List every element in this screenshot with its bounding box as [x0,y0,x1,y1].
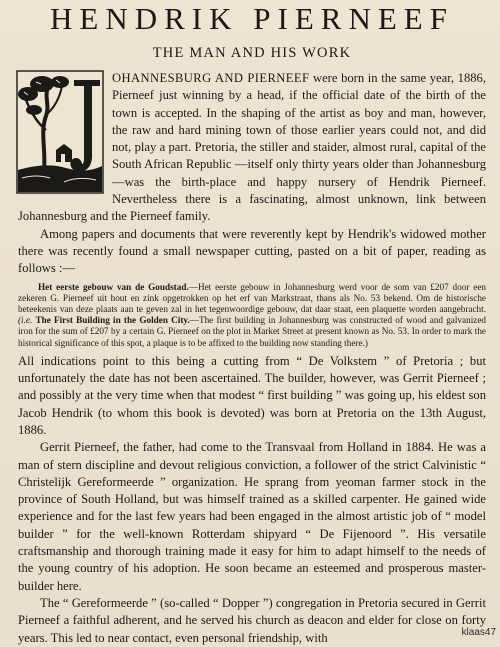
dropcap-illustration [16,70,104,194]
chapter-title: THE MAN AND HIS WORK [152,45,352,61]
cutting-dutch-text: —Het eerste gebouw in Johannesburg werd voor de som van £207 door een zekeren G. Pierneef uit hout en zink opgetrokken op het erf van Markstraat, thans als No. 53 bekend. Om de historische beteekenis van deze plaats aan te geven zal in het tegenwoordige gebouw, dat daar staat, een plaquette worden aangebracht. [18,281,486,314]
paragraph-5: The “ Gereformeerde ” (so-called “ Dopper ”) congregation in Pretoria secured in Gerrit Pierneef a faithful adherent, and he served his church as deacon and elder for close on forty years. This led to near contact, even personal friendship, with [18,595,486,645]
cutting-heading: Het eerste gebouw van de Goudstad. [38,281,189,292]
cutting-english-heading: The First Building in the Golden City. [35,315,190,326]
paragraph-2: Among papers and documents that were reverently kept by Hendrik's widowed mother there was recently found a small newspaper cutting, pasted on a bit of paper, reading as follows :— [18,226,486,276]
paragraph-3: All indications point to this being a cutting from “ De Volkstem ” of Pretoria ; but unfortunately the date has not been ascertained. The builder, however, was Gerrit Pierneef ; and possibly at the very time when that modest “ first building ” was going up, his eldest son Jacob Hendrik (to whom this book is devoted) was born at Pretoria on the 13th August, 1886. [18,353,486,437]
tree-woodcut-icon [16,70,104,194]
paragraph-1-text: were born in the same year, 1886, Pierneef just winning by a head, if the official date of the birth of the town is accepted. In the shaping of the artist as boy and man, however, the raw and hard mining town of those earlier years could not, and did not, play a part. Pretoria, the stiller and staider, almost rural, capital of the South African Republic —itself only thirty years older than Johannesburg—was the birth-place and happy nursery of Hendrik Pierneef. Nevertheless there is a fascinating, almost unknown, link between Johannesburg and the Pierneef family. [18,71,486,224]
newspaper-cutting [18,282,486,349]
paragraph-1 [18,70,486,226]
paragraph-4: Gerrit Pierneef, the father, had come to the Transvaal from Holland in 1884. He was a man of stern discipline and devout religious conviction, a follower of the strict Calvinistic “ Christelijk Gereformeerde ” organization. He sprang from yeoman farmer stock in the province of South Holland, but was himself trained as a skilled carpenter. He gained wide experience and for the last few years had been engaged in the almost artistic job of “ model builder ” for the well-known Rotterdam shipyard “ De Fijenoord ”. His versatile craftsmanship and thorough training made it easy for him to adapt himself to the needs of the young country of his adoption. He soon became an esteemed and prosperous master-builder here. [18,440,486,593]
watermark: klaas47 [461,627,496,638]
cutting-ie: (i.e. [18,315,36,326]
book-title: HENDRIK PIERNEEF [50,1,454,36]
paragraph-1-lead: OHANNESBURG AND PIERNEEF [112,71,310,85]
cutting-english-text: —The first building in Johannesburg was constructed of wood and galvanized iron for the sum of £207 by a certain G. Pierneef on the plot in Market Street at present known as No. 53. In order to mark the historical significance of this spot, a plaque is to be affixed to the building now standing there.) [18,315,487,348]
